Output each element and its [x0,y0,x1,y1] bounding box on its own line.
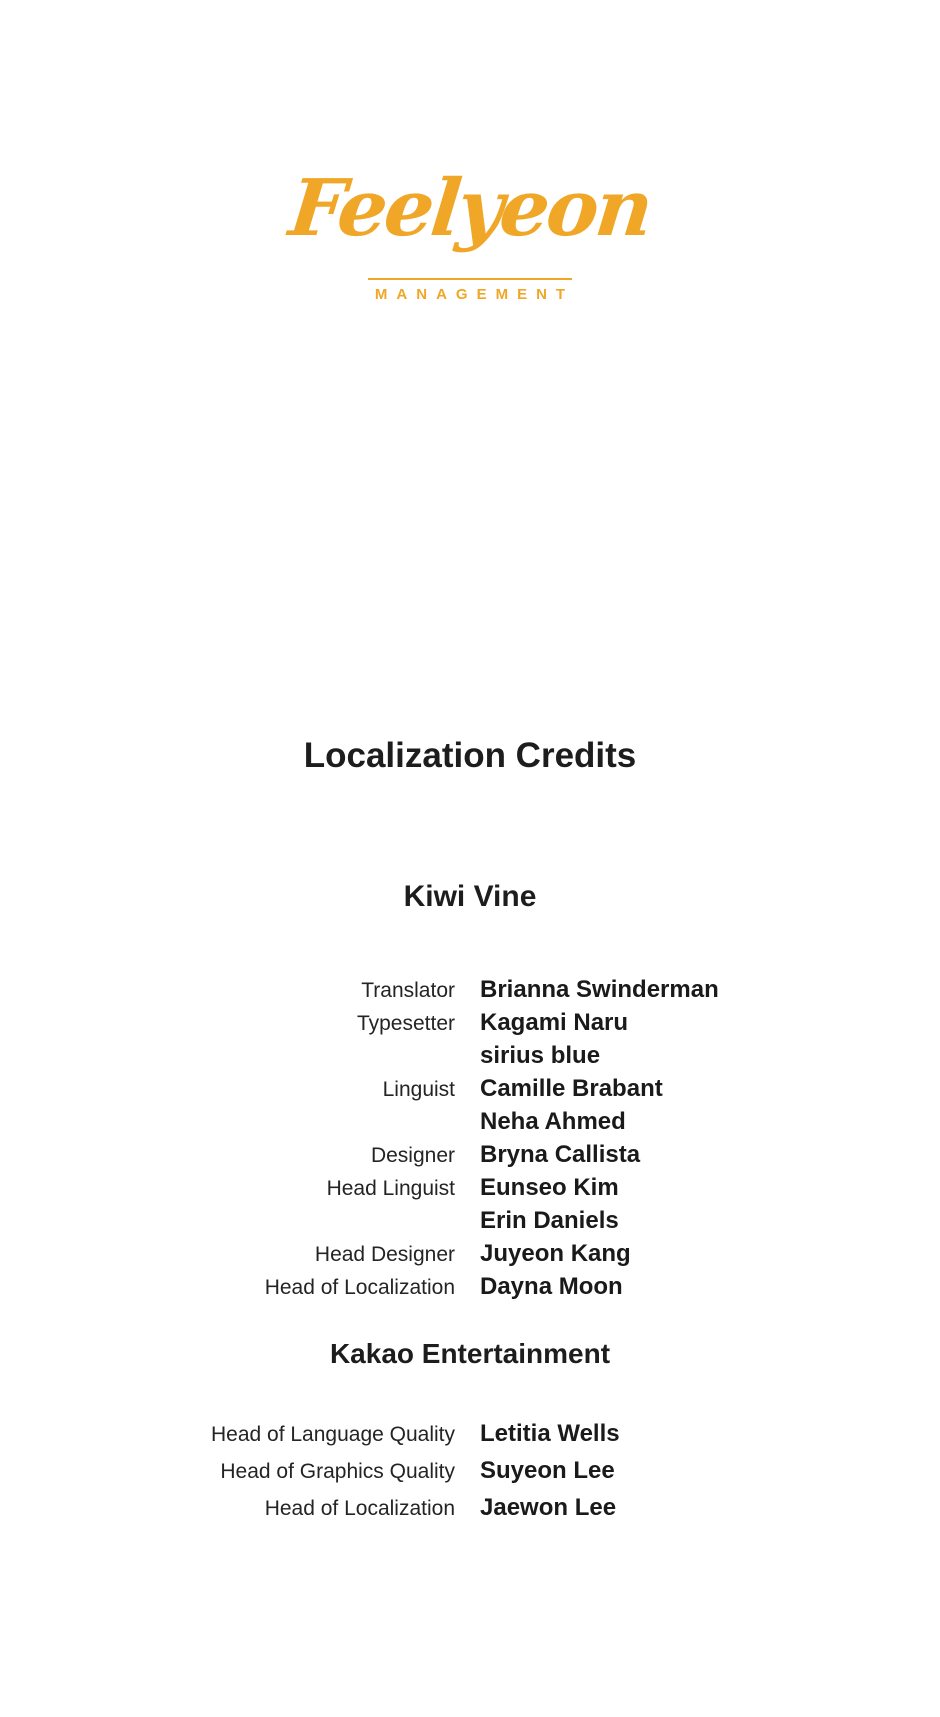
credit-name: Suyeon Lee [480,1457,615,1484]
credit-name: Jaewon Lee [480,1494,617,1521]
company-section-title: Kakao Entertainment [329,1338,611,1369]
kiwi-credits-list [0,976,940,1306]
credit-name: Dayna Moon [480,1273,623,1300]
credit-role-label: Head Linguist [326,1177,455,1200]
credit-name: Camille Brabant [480,1075,663,1102]
credit-role-label: Linguist [382,1078,455,1101]
page-title: Localization Credits [303,736,637,775]
credit-role-label: Designer [370,1144,455,1167]
credit-role-label: Translator [361,979,455,1002]
credit-row [0,1174,940,1207]
credit-role-label: Head Designer [314,1243,455,1266]
credit-row [0,1494,940,1531]
credit-role-label: Head of Graphics Quality [220,1460,455,1483]
credit-name: Letitia Wells [480,1420,620,1447]
brand-underline [368,278,572,280]
credit-name: Brianna Swinderman [480,976,719,1003]
brand-subtitle: MANAGEMENT [374,286,575,303]
credit-row [0,1075,940,1108]
credit-name: Kagami Naru [480,1009,629,1036]
credit-row [0,1273,940,1306]
credit-role-label: Typesetter [356,1012,455,1035]
credit-name: Juyeon Kang [480,1240,631,1267]
credit-row [0,1457,940,1494]
company-credits-list [0,1420,940,1531]
credit-row [0,1009,940,1042]
brand-logo [0,158,940,303]
credit-row [0,1141,940,1174]
credit-row [0,976,940,1009]
credit-role-label: Head of Localization [264,1276,455,1299]
credit-row [0,1207,940,1240]
brand-script-text: Feelyeon [285,163,655,254]
team-section-title: Kiwi Vine [403,880,537,913]
credit-row [0,1042,940,1075]
credit-role-label: Head of Localization [264,1497,455,1520]
credit-name: Neha Ahmed [480,1108,626,1135]
credit-row [0,1108,940,1141]
credit-row [0,1240,940,1273]
credit-name: Erin Daniels [480,1207,619,1234]
credit-name: sirius blue [480,1042,601,1069]
credit-name: Eunseo Kim [480,1174,619,1201]
credit-name: Bryna Callista [480,1141,641,1168]
credit-role-label: Head of Language Quality [210,1423,455,1446]
credit-row [0,1420,940,1457]
